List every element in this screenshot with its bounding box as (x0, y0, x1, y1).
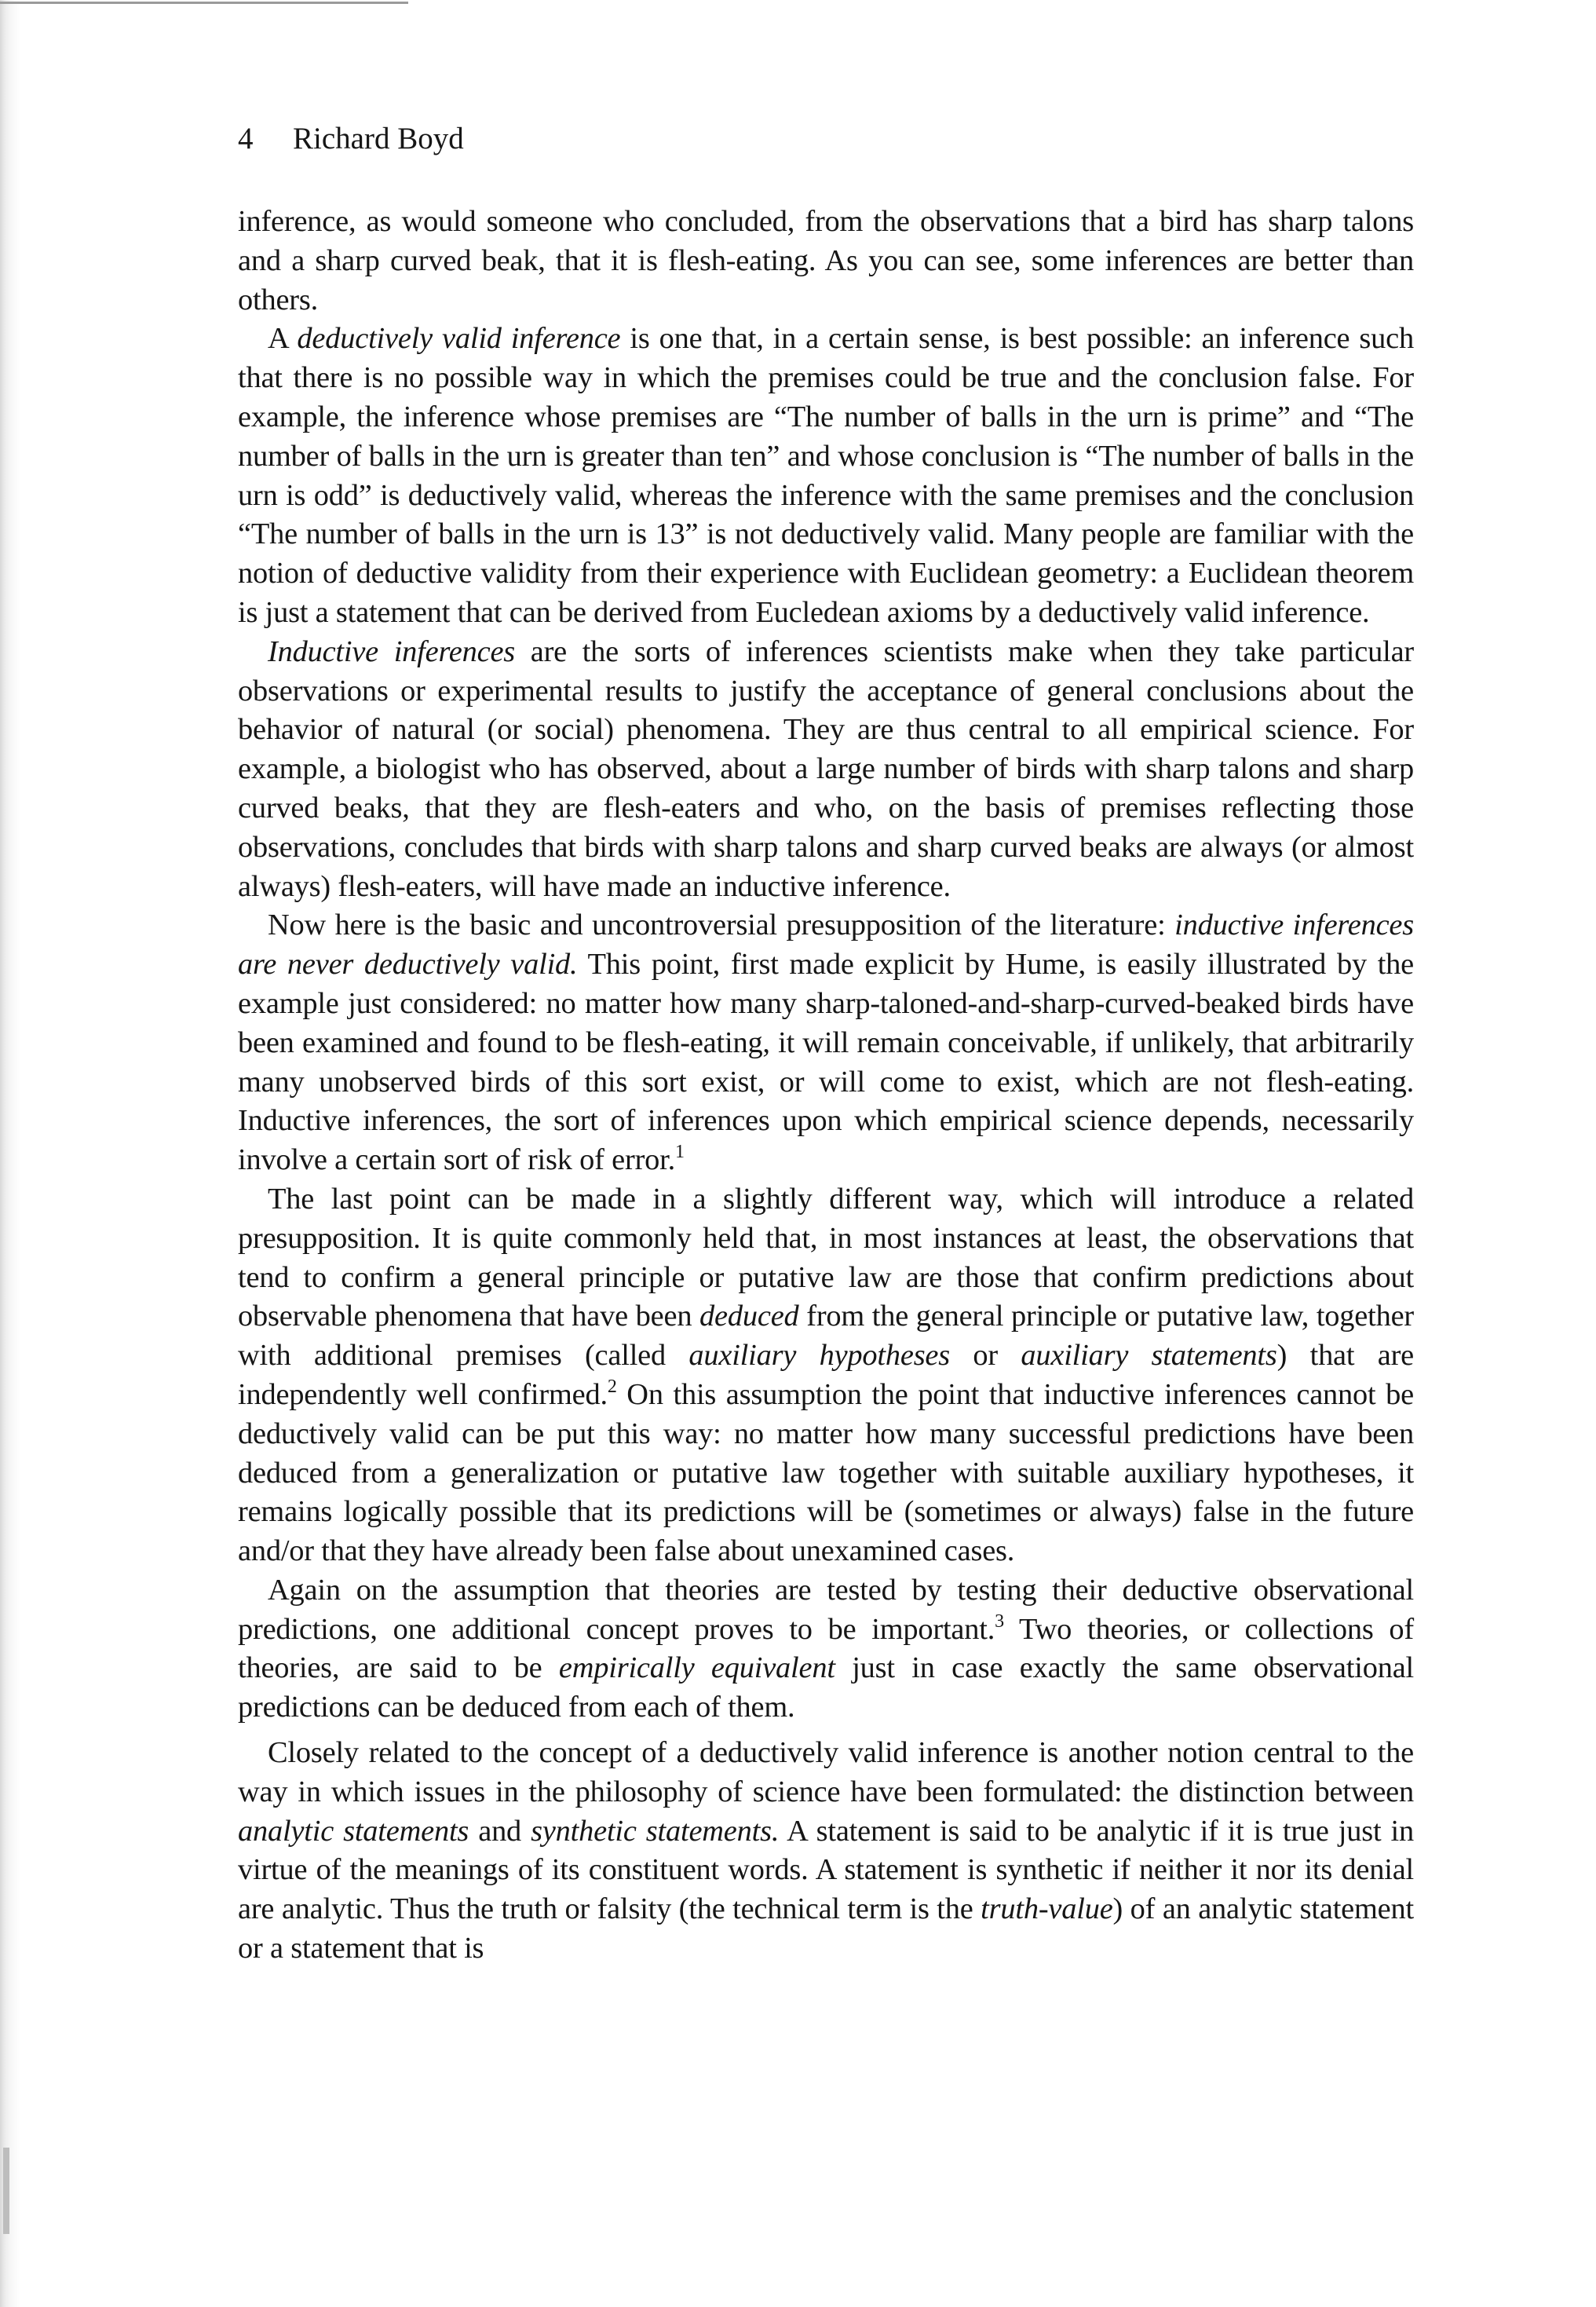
paragraph-6 (238, 1571, 1414, 1728)
paragraph-text: just in case exactly the same observational predictions can be deduced from each of them. (238, 1651, 1414, 1724)
term-truth-value: truth-value (981, 1892, 1113, 1926)
scan-artifact (3, 2148, 9, 2234)
paragraph-2 (238, 320, 1414, 632)
paragraph-text: On this assumption the point that inductive inferences cannot be deductively valid can be put this way: no matter how many successful predictions have been deduced from a generalization or putative law together with suitable auxiliary hypotheses, it remains logically possible that its predictions will be (sometimes or always) false in the future and/or that they have already been false about unexamined cases. (238, 1377, 1414, 1568)
term-inductive-never-valid: inductive inferences are never deductively valid. (238, 909, 1415, 982)
paragraph-4 (238, 906, 1414, 1180)
term-inductive-inferences: Inductive inferences (268, 634, 516, 668)
term-analytic-statements: analytic statements (238, 1814, 469, 1848)
paragraph-text: Two theories, or collections of theories, are said to be (238, 1612, 1414, 1685)
term-auxiliary-hypotheses: auxiliary hypotheses (688, 1339, 951, 1373)
paragraph-text: ) of an analytic statement or a statement that is (238, 1892, 1414, 1965)
term-deduced: deduced (699, 1300, 799, 1333)
paragraph-text: ) that are independently well confirmed. (238, 1339, 1415, 1411)
running-head (238, 120, 464, 158)
paragraph-text: Again on the assumption that theories are tested by testing their deductive observational predictions, one additional concept proves to be important. (238, 1573, 1414, 1646)
paragraph-text: inference, as would someone who concluded, from the observations that a bird has sharp talons and a sharp curved beak, that it is flesh-eating. As you can see, some inferences are better than others. (238, 205, 1414, 316)
term-synthetic-statements: synthetic statements. (531, 1814, 780, 1848)
running-head-author: Richard Boyd (293, 122, 464, 155)
footnote-marker-1: 1 (675, 1142, 685, 1163)
paragraph-text: or (950, 1339, 1021, 1373)
footnote-marker-3: 3 (995, 1611, 1004, 1632)
term-deductively-valid-inference: deductively valid inference (297, 322, 621, 356)
paragraph-5 (238, 1180, 1414, 1571)
paragraph-text: from the general principle or putative law, together with additional premises (called (238, 1300, 1414, 1373)
paragraph-text: Now here is the basic and uncontroversial presupposition of the literature: (268, 909, 1175, 942)
paragraph-1 (238, 203, 1414, 320)
page-edge-shadow (0, 0, 20, 2307)
paragraph-text: is one that, in a certain sense, is best possible: an inference such that there is no possible way in which the premises could be true and the conclusion false. For example, the inference whose premises are “The number of balls in the urn is prime” and “The number of balls in the urn is greater than ten” and whose conclusion is “The number of balls in the urn is odd” is deductively valid, whereas the inference with the same premises and the conclusion “The number of balls in the urn is 13” is not deductively valid. Many people are familiar with the notion of deductive validity from their experience with Euclidean geometry: a Euclidean theorem is just a statement that can be derived from Eucledean axioms by a deductively valid inference. (238, 322, 1414, 629)
paragraph-7 (238, 1734, 1414, 1969)
top-edge-rule (0, 2, 408, 4)
body-text (238, 203, 1414, 1969)
paragraph-text: The last point can be made in a slightly different way, which will introduce a related presupposition. It is quite commonly held that, in most instances at least, the observations that tend to confirm a general principle or putative law are those that confirm predictions about observable phenomena that have been (238, 1182, 1414, 1333)
page-number: 4 (238, 122, 254, 155)
paragraph-text: This point, first made explicit by Hume, is easily illustrated by the example just considered: no matter how many sharp-taloned-and-sharp-curved-beaked birds have been examined and found to be flesh-eating, it will remain conceivable, if unlikely, that arbitrarily many unobserved birds of this sort exist, or will come to exist, which are not flesh-eating. Inductive inferences, the sort of inferences upon which empirical science depends, necessarily involve a certain sort of risk of error. (238, 948, 1415, 1177)
paragraph-text: A (268, 322, 298, 356)
paragraph-3 (238, 633, 1414, 907)
paragraph-text: and (469, 1814, 531, 1848)
paragraph-text: A statement is said to be analytic if it is true just in virtue of the meanings of its constituent words. A statement is synthetic if neither it nor its denial are analytic. Thus the truth or falsity (the technical term is the (238, 1814, 1414, 1926)
paragraph-text: are the sorts of inferences scientists make when they take particular observations or experimental results to justify the acceptance of general conclusions about the behavior of natural (or social) phenomena. They are thus central to all empirical science. For example, a biologist who has observed, about a large number of birds with sharp talons and sharp curved beaks, that they are flesh-eaters and who, on the basis of premises reflecting those observations, concludes that birds with sharp talons and sharp curved beaks are always (or almost always) flesh-eaters, will have made an inductive inference. (238, 634, 1415, 903)
footnote-marker-2: 2 (607, 1376, 617, 1397)
paragraph-text: Closely related to the concept of a deductively valid inference is another notion central to the way in which issues in the philosophy of science have been formulated: the distinction between (238, 1736, 1414, 1808)
term-auxiliary-statements: auxiliary statements (1021, 1339, 1277, 1373)
term-empirically-equivalent: empirically equivalent (558, 1651, 835, 1685)
